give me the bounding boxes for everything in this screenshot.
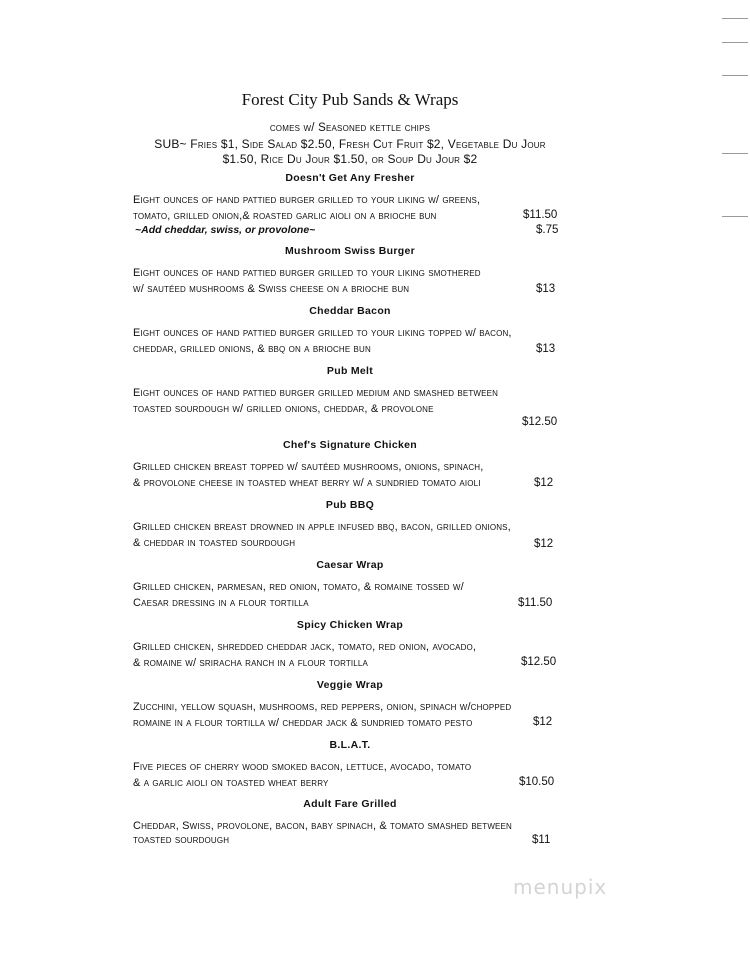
item-price: $13 <box>536 283 556 295</box>
menu-title: Forest City Pub Sands & Wraps <box>241 90 459 109</box>
addon-note: ~Add cheddar, swiss, or provolone~ <box>135 224 316 236</box>
item-price: $12.50 <box>521 656 557 668</box>
scan-mark <box>722 153 748 154</box>
watermark-logo: menupix <box>513 875 608 899</box>
section-title: Spicy Chicken Wrap <box>296 619 404 631</box>
item-price: $12 <box>533 716 553 728</box>
item-description: & cheddar in toasted sourdough <box>133 537 296 549</box>
intro-line-1: comes w/ Seasoned kettle chips <box>269 122 431 134</box>
addon-price: $.75 <box>536 224 559 236</box>
scan-mark <box>722 75 748 76</box>
section-title: Cheddar Bacon <box>309 305 391 317</box>
item-description: Eight ounces of hand pattied burger grilled to your liking smothered <box>133 267 481 279</box>
section-title: Pub BBQ <box>325 499 375 511</box>
scan-mark <box>722 18 748 19</box>
item-description: Grilled chicken, shredded cheddar jack, tomato, red onion, avocado, <box>133 641 477 653</box>
item-price: $11.50 <box>523 209 558 221</box>
section-title: Pub Melt <box>326 365 374 377</box>
item-description: Eight ounces of hand pattied burger grilled to your liking topped w/ bacon, <box>133 327 512 339</box>
item-description: tomato, grilled onion,& roasted garlic aioli on a brioche bun <box>133 210 437 222</box>
intro-line-3: $1.50, Rice Du Jour $1.50, or Soup Du Jour $2 <box>222 152 478 166</box>
item-price: $12.50 <box>522 416 558 428</box>
item-price: $12 <box>534 538 554 550</box>
item-description: & romaine w/ sriracha ranch in a flour tortilla <box>133 657 368 669</box>
section-title: Mushroom Swiss Burger <box>285 245 415 257</box>
item-description: cheddar, grilled onions, & bbq on a brioche bun <box>133 343 371 355</box>
item-description: Eight ounces of hand pattied burger grilled to your liking w/ greens, <box>133 194 481 206</box>
item-description: w/ sautéed mushrooms & Swiss cheese on a brioche bun <box>133 283 410 295</box>
scan-mark <box>722 42 748 43</box>
item-description: Five pieces of cherry wood smoked bacon, lettuce, avocado, tomato <box>133 761 472 773</box>
item-price: $11.50 <box>518 597 553 609</box>
item-description: toasted sourdough w/ grilled onions, cheddar, & provolone <box>133 403 434 415</box>
section-title: Chef's Signature Chicken <box>283 439 417 451</box>
item-description: & provolone cheese in toasted wheat berry w/ a sundried tomato aioli <box>133 477 481 489</box>
item-price: $13 <box>536 343 556 355</box>
item-description: Grilled chicken breast topped w/ sautéed mushrooms, onions, spinach, <box>133 461 484 473</box>
scan-mark <box>722 216 748 217</box>
section-title: Caesar Wrap <box>316 559 384 571</box>
item-description: Grilled chicken breast drowned in apple infused bbq, bacon, grilled onions, <box>133 521 511 533</box>
item-price: $12 <box>534 477 554 489</box>
item-description: Zucchini, yellow squash, mushrooms, red peppers, onion, spinach w/chopped <box>133 701 512 713</box>
item-description: Cheddar, Swiss, provolone, bacon, baby spinach, & tomato smashed between <box>133 820 512 832</box>
section-title: B.L.A.T. <box>329 739 371 751</box>
item-description: Grilled chicken, parmesan, red onion, tomato, & romaine tossed w/ <box>133 581 464 593</box>
section-title: Veggie Wrap <box>316 679 384 691</box>
item-description: Caesar dressing in a flour tortilla <box>133 597 309 609</box>
intro-line-2: SUB~ Fries $1, Side Salad $2.50, Fresh Cut Fruit $2, Vegetable Du Jour <box>154 137 546 151</box>
item-description: romaine in a flour tortilla w/ cheddar jack & sundried tomato pesto <box>133 717 473 729</box>
section-title: Doesn't Get Any Fresher <box>285 172 415 184</box>
item-description: toasted sourdough <box>133 834 230 846</box>
item-price: $11 <box>532 834 551 846</box>
item-description: & a garlic aioli on toasted wheat berry <box>133 777 329 789</box>
item-price: $10.50 <box>519 776 555 788</box>
section-title: Adult Fare Grilled <box>303 798 397 810</box>
item-description: Eight ounces of hand pattied burger grilled medium and smashed between <box>133 387 499 399</box>
